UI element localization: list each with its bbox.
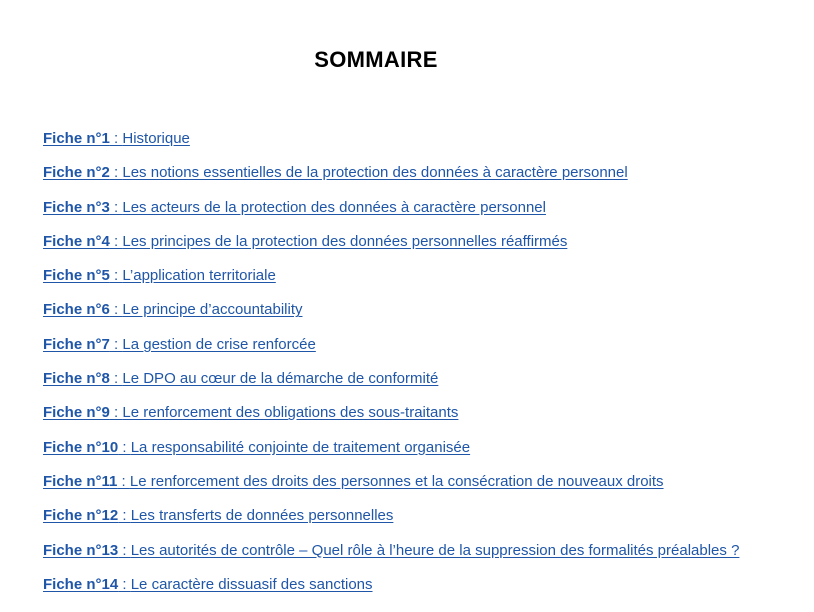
toc-entry-title: Historique — [122, 130, 190, 147]
toc-entry-number: Fiche n°8 — [43, 370, 110, 388]
toc-link-fiche-2[interactable] — [43, 164, 628, 181]
toc-entry-separator: : — [118, 575, 131, 593]
toc-link-fiche-3[interactable] — [43, 199, 546, 216]
toc-entry-title: Le caractère dissuasif des sanctions — [130, 575, 373, 593]
toc-entry-title: Les transferts de données personnelles — [130, 507, 394, 525]
toc-entry-4 — [43, 232, 739, 266]
toc-entry-separator: : — [109, 232, 123, 250]
toc-entry-title: Les autorités de contrôle – Quel rôle à l’heure de la suppression des formalités préalables ? — [130, 541, 740, 559]
toc-entry-number: Fiche n°13 — [43, 541, 119, 559]
toc-entry-separator: : — [109, 164, 123, 182]
toc-entry-2 — [43, 163, 739, 197]
toc-entry-title: La gestion de crise renforcée — [122, 335, 316, 353]
toc-entry-7 — [43, 335, 739, 369]
toc-entry-number: Fiche n°11 — [43, 472, 118, 490]
toc-link-fiche-14[interactable] — [43, 576, 373, 593]
toc-entry-14 — [43, 575, 739, 609]
toc-entry-separator: : — [117, 472, 130, 490]
toc-entry-11 — [43, 472, 739, 506]
toc-entry-title: Les notions essentielles de la protection des données à caractère personnel — [122, 164, 628, 182]
toc-entry-5 — [43, 266, 739, 300]
toc-entry-separator: : — [109, 301, 123, 319]
toc-entry-number: Fiche n°5 — [43, 267, 110, 285]
toc-entry-number: Fiche n°14 — [43, 575, 119, 593]
toc-entry-title: Le renforcement des obligations des sous-traitants — [122, 404, 459, 422]
toc-entry-6 — [43, 300, 739, 334]
toc-entry-title: Le principe d’accountability — [122, 301, 303, 319]
toc-entry-separator: : — [109, 370, 123, 388]
toc-link-fiche-4[interactable] — [43, 233, 567, 250]
toc-link-fiche-10[interactable] — [43, 439, 470, 456]
table-of-contents — [43, 129, 739, 609]
toc-link-fiche-11[interactable] — [43, 473, 664, 490]
toc-link-fiche-5[interactable] — [43, 267, 276, 284]
toc-entry-number: Fiche n°6 — [43, 301, 110, 319]
toc-entry-number: Fiche n°3 — [43, 198, 110, 216]
toc-link-fiche-8[interactable] — [43, 370, 438, 387]
toc-entry-number: Fiche n°2 — [43, 164, 110, 182]
toc-link-fiche-7[interactable] — [43, 336, 316, 353]
toc-entry-1 — [43, 129, 739, 163]
toc-link-fiche-6[interactable] — [43, 301, 303, 318]
toc-entry-title: Le DPO au cœur de la démarche de conformité — [122, 370, 439, 388]
toc-entry-10 — [43, 438, 739, 472]
toc-entry-3 — [43, 198, 739, 232]
toc-entry-8 — [43, 369, 739, 403]
toc-entry-separator: : — [109, 198, 123, 216]
toc-entry-separator: : — [109, 267, 123, 285]
toc-entry-number: Fiche n°7 — [43, 335, 110, 353]
toc-entry-title: Les principes de la protection des données personnelles réaffirmés — [122, 232, 568, 250]
toc-entry-separator: : — [109, 404, 123, 422]
toc-entry-title: Les acteurs de la protection des données à caractère personnel — [122, 198, 546, 216]
toc-link-fiche-9[interactable] — [43, 404, 458, 421]
toc-entry-separator: : — [118, 507, 131, 525]
toc-entry-title: L’application territoriale — [122, 267, 276, 285]
toc-entry-number: Fiche n°4 — [43, 232, 110, 250]
toc-entry-12 — [43, 506, 739, 540]
toc-entry-number: Fiche n°9 — [43, 404, 110, 422]
toc-link-fiche-13[interactable] — [43, 542, 739, 559]
toc-entry-separator: : — [118, 541, 131, 559]
toc-entry-separator: : — [109, 335, 123, 353]
toc-entry-title: La responsabilité conjointe de traitement organisée — [130, 438, 471, 456]
toc-entry-separator: : — [109, 130, 123, 147]
toc-entry-9 — [43, 403, 739, 437]
toc-entry-separator: : — [118, 438, 131, 456]
toc-entry-number: Fiche n°10 — [43, 438, 119, 456]
toc-link-fiche-1[interactable] — [43, 130, 190, 147]
toc-entry-13 — [43, 541, 739, 575]
toc-entry-title: Le renforcement des droits des personnes et la consécration de nouveaux droits — [129, 472, 664, 490]
toc-entry-number: Fiche n°12 — [43, 507, 119, 525]
toc-entry-number: Fiche n°1 — [43, 130, 110, 147]
toc-link-fiche-12[interactable] — [43, 507, 393, 524]
page-title: SOMMAIRE — [314, 47, 438, 72]
